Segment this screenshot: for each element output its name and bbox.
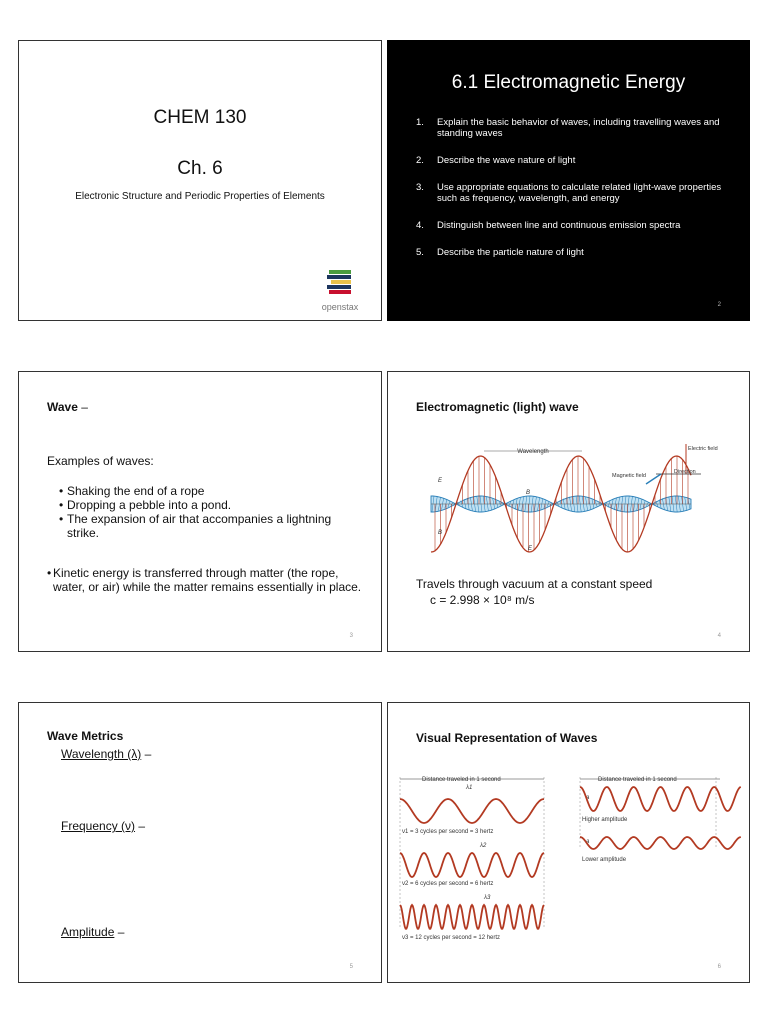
wave-higher-amplitude: [580, 787, 741, 811]
list-item: 1. Explain the basic behavior of waves, including travelling waves and standing waves: [416, 117, 720, 139]
lower-amplitude-label: Lower amplitude: [582, 857, 627, 863]
slide-title: 6.1 Electromagnetic Energy: [451, 72, 686, 93]
lambda2-label: λ2: [480, 843, 487, 849]
chapter-title: Ch. 6: [177, 158, 223, 179]
slide-title: Electromagnetic (light) wave: [416, 400, 579, 414]
list-item: 3. Use appropriate equations to calculate related light-wave properties such as frequency, wavelength, and energy: [416, 182, 722, 204]
slide-title: Wave Metrics: [47, 729, 124, 743]
distance-label-left: Distance traveled in 1 second: [422, 777, 501, 783]
slide-visual-waves: [387, 702, 750, 983]
wave-12hz: [400, 905, 544, 929]
slide-objectives: [387, 40, 750, 321]
slide-em-wave: [387, 371, 750, 652]
higher-amplitude-label: Higher amplitude: [582, 817, 628, 823]
direction-label: Direction: [674, 469, 696, 475]
e-label: E: [438, 478, 443, 484]
amplitude-metric: Amplitude –: [61, 925, 125, 939]
distance-label-right: Distance traveled in 1 second: [598, 777, 677, 783]
lambda3-label: λ3: [484, 895, 491, 901]
course-title: CHEM 130: [153, 107, 247, 128]
list-item: • Dropping a pebble into a pond.: [59, 498, 359, 512]
nu1-label: ν1 = 3 cycles per second = 3 hertz: [402, 829, 494, 835]
page-number: 4: [717, 633, 721, 639]
objectives-list: [416, 117, 735, 274]
nu2-label: ν2 = 6 cycles per second = 6 hertz: [402, 881, 494, 887]
magnetic-field-label: Magnetic field: [612, 473, 646, 479]
list-item: • The expansion of air that accompanies a lightning strike.: [59, 512, 359, 540]
list-item: 5. Describe the particle nature of light: [416, 247, 584, 258]
page-number: 2: [717, 302, 721, 308]
wave-comparison-diagram: [396, 769, 744, 945]
slide-wave-metrics: [18, 702, 382, 983]
wave-lower-amplitude: [580, 837, 741, 849]
wavelength-label: Wavelength: [517, 449, 549, 455]
em-wave-diagram: [416, 436, 718, 566]
speed-text: Travels through vacuum at a constant speed: [416, 577, 653, 591]
list-item: 4. Distinguish between line and continuous emission spectra: [416, 220, 681, 231]
b-label: B: [526, 490, 531, 496]
electric-field-label: Electric field: [688, 446, 718, 452]
slide-title: Wave –: [47, 400, 88, 414]
kinetic-energy-bullet: • Kinetic energy is transferred through matter (the rope, water, or air) while the matter remains essentially in place.: [47, 566, 363, 594]
frequency-metric: Frequency (ν) –: [61, 819, 146, 833]
slide-wave: [18, 371, 382, 652]
amplitude-a-label: a: [586, 795, 590, 801]
chapter-subtitle: Electronic Structure and Periodic Properties of Elements: [75, 191, 325, 202]
lambda1-label: λ1: [466, 785, 473, 791]
speed-of-light: c = 2.998 × 10⁸ m/s: [430, 593, 535, 607]
b-label-2: B: [438, 530, 443, 536]
list-item: 2. Describe the wave nature of light: [416, 155, 576, 166]
wave-3hz: [400, 799, 544, 823]
examples-list: [59, 484, 359, 540]
wave-6hz: [400, 853, 544, 877]
examples-heading: Examples of waves:: [47, 454, 154, 468]
slide-title: Visual Representation of Waves: [416, 731, 598, 745]
page-number: 5: [349, 964, 353, 970]
e-label-2: E: [528, 546, 533, 552]
logo-wordmark: openstax: [321, 302, 359, 312]
page-number: 3: [349, 633, 353, 639]
slide-title: [18, 40, 382, 321]
wavelength-metric: Wavelength (λ) –: [61, 747, 152, 761]
book-stack-icon: [313, 268, 367, 298]
amplitude-a-label-2: a: [586, 839, 590, 845]
nu3-label: ν3 = 12 cycles per second = 12 hertz: [402, 935, 501, 941]
openstax-logo: [313, 268, 367, 312]
page-number: 6: [717, 964, 721, 970]
list-item: • Shaking the end of a rope: [59, 484, 359, 498]
